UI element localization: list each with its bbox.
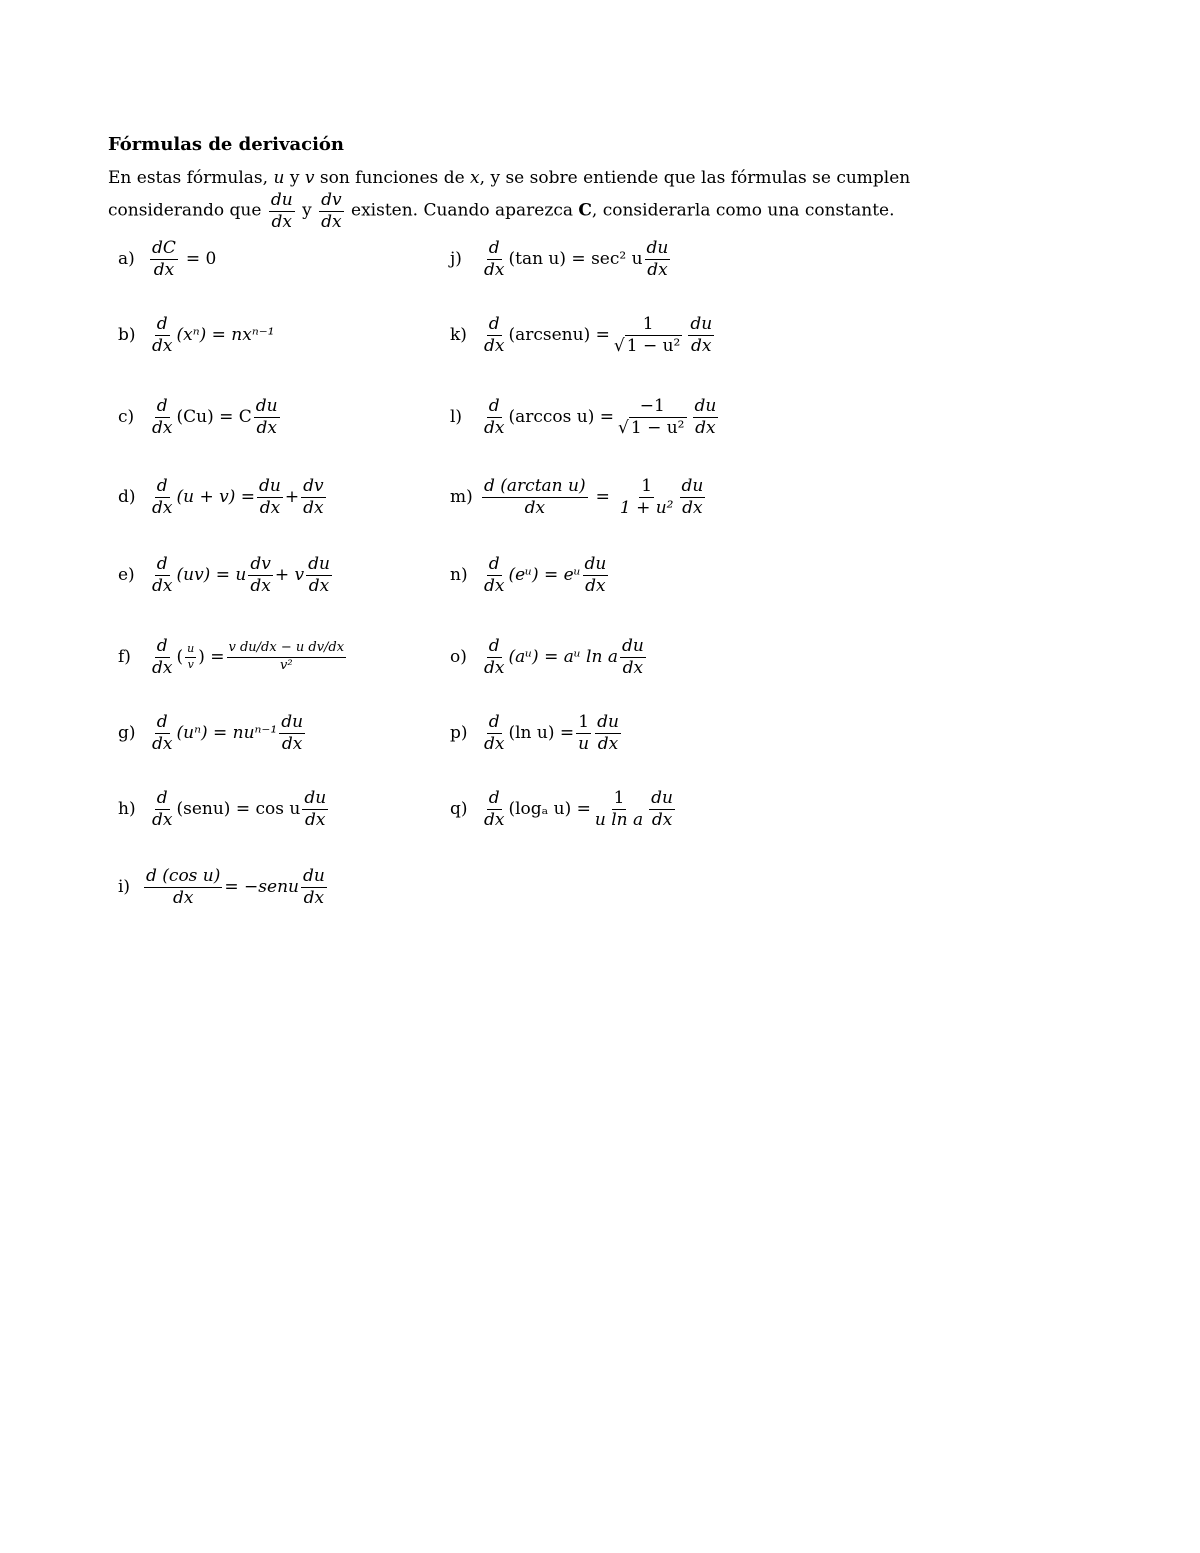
page-title: Fórmulas de derivación	[108, 134, 344, 155]
intro-line-2: considerando que $\frac{du}{dx}$ y $\frac{dv}{dx}$ existen. Cuando aparezca C, considerarla como una constante.	[108, 190, 895, 232]
formula-d: d) $\frac{d}{dx}$ (u + v) = $\frac{du}{dx}$ + $\frac{dv}{dx}$	[118, 475, 324, 518]
formula-i: i) $\frac{\text{d (cos u)}}{dx}$ = −senu $\frac{du}{dx}$	[118, 865, 325, 908]
formula-l: l) $\frac{d}{dx}$ (arccos u) = $\frac{-1}{\text{√ 1 − u²}}$ $\frac{du}{dx}$	[450, 395, 717, 438]
formula-m: m) $\frac{\text{d (arctan u)}}{dx}$ = $\frac{1}{\text{1 + u²}}$ $\frac{du}{dx}$	[450, 475, 704, 518]
formula-b: b) $\frac{d}{dx}$ (xⁿ) = nxⁿ⁻¹	[118, 313, 275, 356]
formula-f: f) $\frac{d}{dx}$ ( $\frac{u}{v}$ ) = $\frac{\text{v du/dx − u dv/dx}}{\text{v²}}$	[118, 635, 345, 678]
sqrt-icon: √	[618, 417, 629, 438]
formula-p: p) $\frac{d}{dx}$ (ln u) = $\frac{1}{u}$ $\frac{du}{dx}$	[450, 711, 619, 754]
formula-a: a) $\frac{dC}{dx}$ = 0	[118, 237, 217, 280]
formula-g: g) $\frac{d}{dx}$ (uⁿ) = nuⁿ⁻¹ $\frac{du}{dx}$	[118, 711, 304, 754]
formula-n: n) $\frac{d}{dx}$ (eᵘ) = eᵘ $\frac{du}{dx}$	[450, 553, 607, 596]
formula-k: k) $\frac{d}{dx}$ (arcsenu) = $\frac{1}{\text{√ 1 − u²}}$ $\frac{du}{dx}$	[450, 313, 713, 356]
formula-o: o) $\frac{d}{dx}$ (aᵘ) = aᵘ ln a $\frac{du}{dx}$	[450, 635, 644, 678]
formula-j: j) $\frac{d}{dx}$ (tan u) = sec² u $\frac{du}{dx}$	[450, 237, 669, 280]
formula-e: e) $\frac{d}{dx}$ (uv) = u $\frac{dv}{dx}$ + v $\frac{du}{dx}$	[118, 553, 330, 596]
sqrt-icon: √	[613, 335, 625, 356]
formula-c: c) $\frac{d}{dx}$ (Cu) = C $\frac{du}{dx}$	[118, 395, 278, 438]
intro-line-1: En estas fórmulas, u y v son funciones de x, y se sobre entiende que las fórmulas se cumplen	[108, 168, 911, 188]
formula-h: h) $\frac{d}{dx}$ (senu) = cos u $\frac{du}{dx}$	[118, 787, 327, 830]
formula-q: q) $\frac{d}{dx}$ (logₐ u) = $\frac{1}{\text{u ln a}}$ $\frac{du}{dx}$	[450, 787, 673, 830]
